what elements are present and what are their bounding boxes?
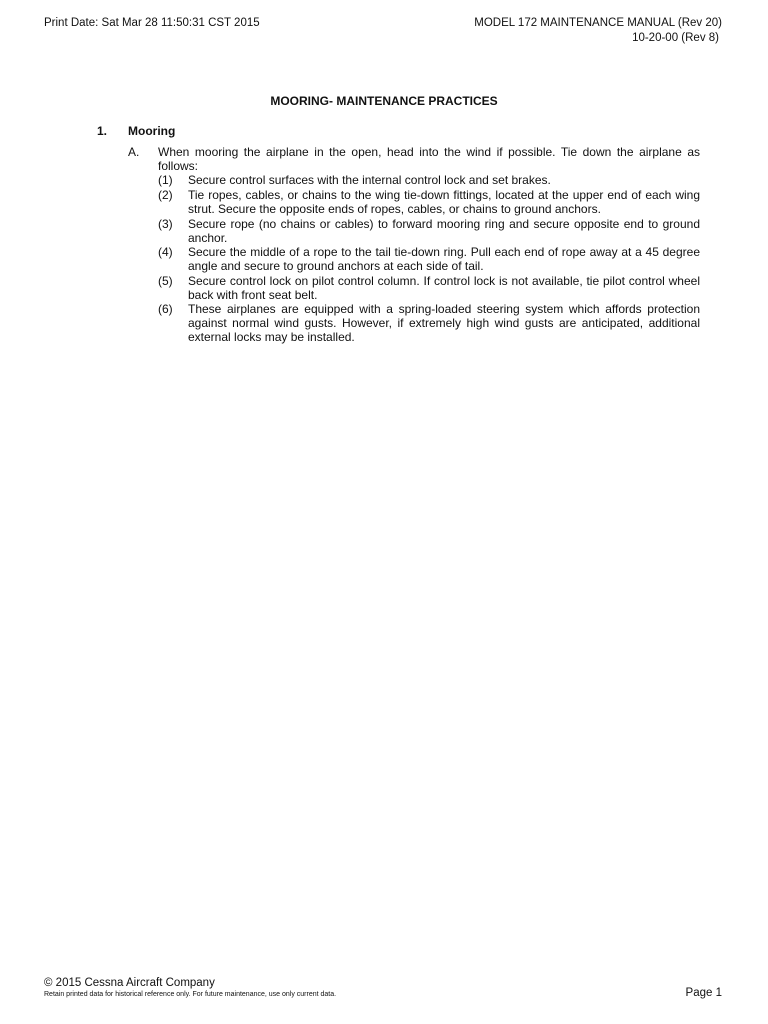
page-title: MOORING- MAINTENANCE PRACTICES [270,94,498,108]
retention-notice: Retain printed data for historical reference only. For future maintenance, use only current data. [44,991,337,998]
list-item-number: (3) [158,217,173,231]
list-item-number: (5) [158,274,173,288]
list-item-text: Secure rope (no chains or cables) to forward mooring ring and secure opposite end to ground anchor. [188,217,700,245]
section-number: 1. [97,124,108,138]
list-item-text: Secure control lock on pilot control column. If control lock is not available, tie pilot control wheel back with front seat belt. [188,274,700,302]
section-title: Mooring [128,124,176,138]
paragraph-letter: A. [128,145,140,159]
print-date: Print Date: Sat Mar 28 11:50:31 CST 2015 [44,17,260,29]
list-item-number: (4) [158,245,173,259]
manual-title: MODEL 172 MAINTENANCE MANUAL (Rev 20) [474,17,722,29]
list-item-text: Secure the middle of a rope to the tail tie-down ring. Pull each end of rope away at a 45 degree angle and secure to ground anchors at each side of tail. [188,245,700,273]
page-number: Page 1 [685,987,722,999]
paragraph-text: When mooring the airplane in the open, head into the wind if possible. Tie down the airplane as follows: [158,145,700,173]
list-item-text: Secure control surfaces with the internal control lock and set brakes. [188,173,551,187]
list-item-number: (1) [158,173,173,187]
copyright: © 2015 Cessna Aircraft Company [44,977,215,989]
list-item-number: (6) [158,302,173,316]
section-reference: 10-20-00 (Rev 8) [632,32,719,44]
list-item-text: Tie ropes, cables, or chains to the wing tie-down fittings, located at the upper end of each wing strut. Secure the opposite ends of ropes, cables, or chains to ground anchors. [188,188,700,216]
list-item-number: (2) [158,188,173,202]
list-item-text: These airplanes are equipped with a spring-loaded steering system which affords protection against normal wind gusts. However, if extremely high wind gusts are anticipated, additional external locks may be installed. [188,302,700,344]
